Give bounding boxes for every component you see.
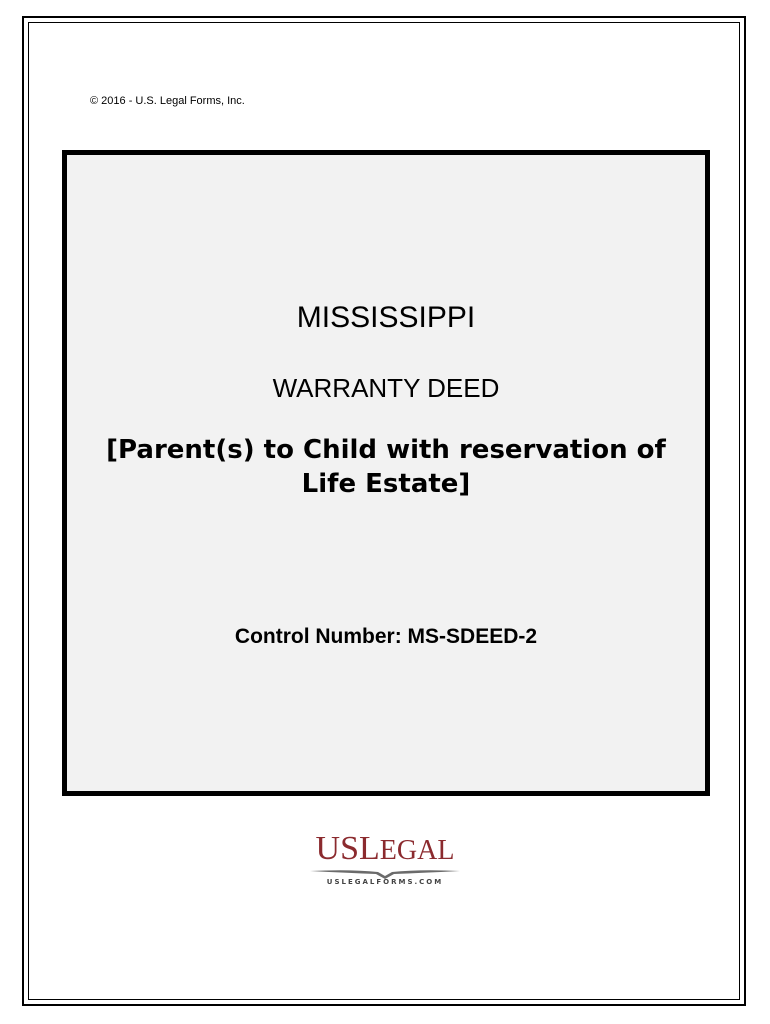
logo-wordmark — [300, 830, 470, 870]
control-number: Control Number: MS-SDEED-2 — [234, 625, 538, 648]
state-heading: MISSISSIPPI — [296, 301, 476, 334]
document-title: WARRANTY DEED — [272, 373, 500, 403]
logo-us: US — [315, 830, 360, 867]
uslegal-logo — [300, 830, 470, 890]
subtitle-line-1: [Parent(s) to Child with reservation of — [106, 435, 666, 465]
copyright-notice: © 2016 - U.S. Legal Forms, Inc. — [90, 95, 245, 107]
logo-l: L — [359, 830, 380, 867]
logo-egal: EGAL — [379, 835, 455, 866]
cover-panel — [62, 150, 710, 796]
subtitle-line-2: Life Estate] — [301, 469, 471, 499]
document-subtitle — [67, 433, 705, 501]
logo-url: USLEGALFORMS.COM — [326, 878, 444, 886]
